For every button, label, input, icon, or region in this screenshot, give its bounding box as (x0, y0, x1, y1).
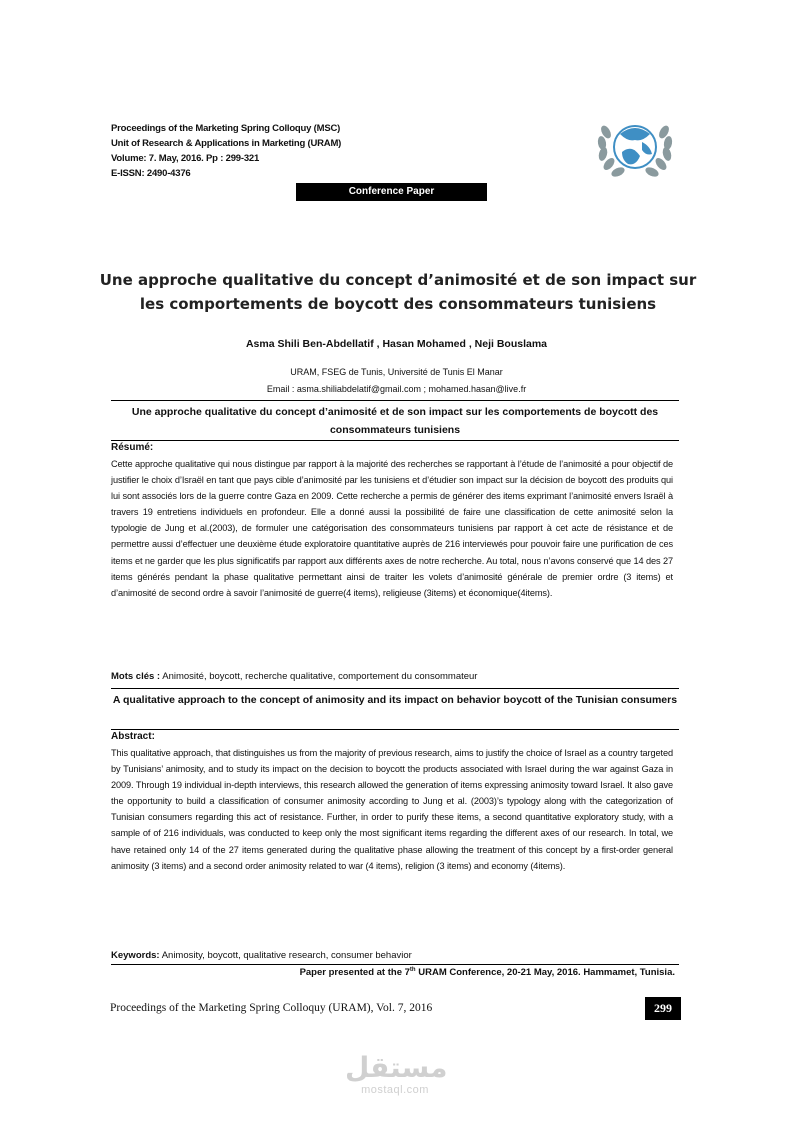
abstract-text: This qualitative approach, that distinguishes us from the majority of previous research, aims to justify the choice of Israel as a country targeted by Tunisians’ animosity, and to study its impact on the decision to boycott the products associated with Israel during the war against Gaza in 2009. Through 19 individual in-depth interviews, this research allowed the generation of items expressing animosity toward Israel. It also gave the opportunity to build a classification of consumer animosity according to Jung et al. (2003)’s typology along with the categorization of Tunisian consumers regarding this act of resistance. Further, in order to purify these items, a second quantitative exploratory study, with a sample of of 216 individuals, was conducted to keep only the most significant items regarding the different axes of our research. In total, we have retained only 14 of the 27 items generated during the qualitative phase allowing the treatment of this concept by a first-order general animosity (3 items) and a second order animosity related to war (4 items), religion (3 items) and economy (4items). (111, 748, 673, 871)
keywords (111, 950, 412, 961)
divider (111, 729, 679, 730)
journal-unit: Unit of Research & Applications in Marketing (URAM) (111, 138, 342, 149)
page-number: 299 (645, 997, 681, 1020)
divider (111, 400, 679, 401)
abstract-label: Abstract: (111, 731, 155, 742)
divider (111, 964, 679, 965)
mostaql-watermark (345, 1051, 448, 1096)
presented-text-end: URAM Conference, 20-21 May, 2016. Hammamet, Tunisia. (415, 967, 675, 979)
presented-note (300, 967, 675, 978)
footer-citation: Proceedings of the Marketing Spring Colloquy (URAM), Vol. 7, 2016 (110, 1002, 433, 1014)
paper-title: Une approche qualitative du concept d’animosité et de son impact sur les comportements de boycott des consommateurs tunisiens (99, 271, 697, 313)
uram-logo-icon (592, 112, 678, 184)
divider (111, 440, 679, 441)
journal-name: Proceedings of the Marketing Spring Colloquy (MSC) (111, 123, 341, 134)
presented-sup: th (409, 967, 416, 973)
french-section-title: Une approche qualitative du concept d’animosité et de son impact sur les comportements de boycott des consommateurs tunisiens (131, 406, 659, 436)
journal-volume: Volume: 7. May, 2016. Pp : 299-321 (111, 153, 260, 164)
english-section-title: A qualitative approach to the concept of animosity and its impact on behavior boycott of the Tunisian consumers (112, 694, 678, 706)
authors: Asma Shili Ben-Abdellatif , Hasan Mohamed , Neji Bouslama (245, 338, 548, 350)
author-email: Email : asma.shiliabdelatif@gmail.com ; mohamed.hasan@live.fr (266, 384, 527, 394)
mots-cles-text: Animosité, boycott, recherche qualitative, comportement du consommateur (162, 671, 478, 682)
conference-paper-badge: Conference Paper (296, 183, 487, 201)
resume-text: Cette approche qualitative qui nous distingue par rapport à la majorité des recherches se rapportant à l’étude de l’animosité a pour objectif de justifier le choix d’Israël en tant que pays cible d’animosité par les tunisiens et d’étudier son impact sur la décision de boycott des produits qui lui sont associés lors de la guerre contre Gaza en 2009. Cette recherche a permis de générer des items exprimant l’animosité envers Israël à travers 19 entretiens individuels en profondeur. Elle a donné aussi la possibilité de faire une classification de cette animosité selon la typologie de Jung et al.(2003), de formuler une catégorisation des consommateurs tunisiens par rapport à cet acte de résistance et de permettre aussi d’effectuer une deuxième étude exploratoire quantitative auprès de 216 interviewés pour pouvoir faire une purification de ces items et ne garder que les plus significatifs par rapport aux différents axes de notre recherche. Au total, nous n’avons conservé que 14 des 27 items générés pendant la phase qualitative permettant ainsi de traiter les volets d’animosité générale de premier ordre (3 items) et d’animosité de second ordre à savoir l’animosité de guerre(4 items), religieuse (3items) et économique(4items). (111, 459, 673, 598)
watermark-latin: mostaql.com (361, 1084, 429, 1096)
keywords-text: Animosity, boycott, qualitative research, consumer behavior (161, 950, 412, 961)
affiliation: URAM, FSEG de Tunis, Université de Tunis El Manar (290, 367, 503, 377)
keywords-label: Keywords: (111, 950, 160, 961)
mots-cles-label: Mots clés : (111, 671, 161, 682)
resume-label: Résumé: (111, 442, 154, 453)
watermark-arabic: مستقل (345, 1051, 448, 1084)
divider (111, 688, 679, 689)
journal-issn: E-ISSN: 2490-4376 (111, 168, 191, 179)
mots-cles (111, 671, 477, 682)
presented-text: Paper presented at the 7 (299, 967, 410, 979)
